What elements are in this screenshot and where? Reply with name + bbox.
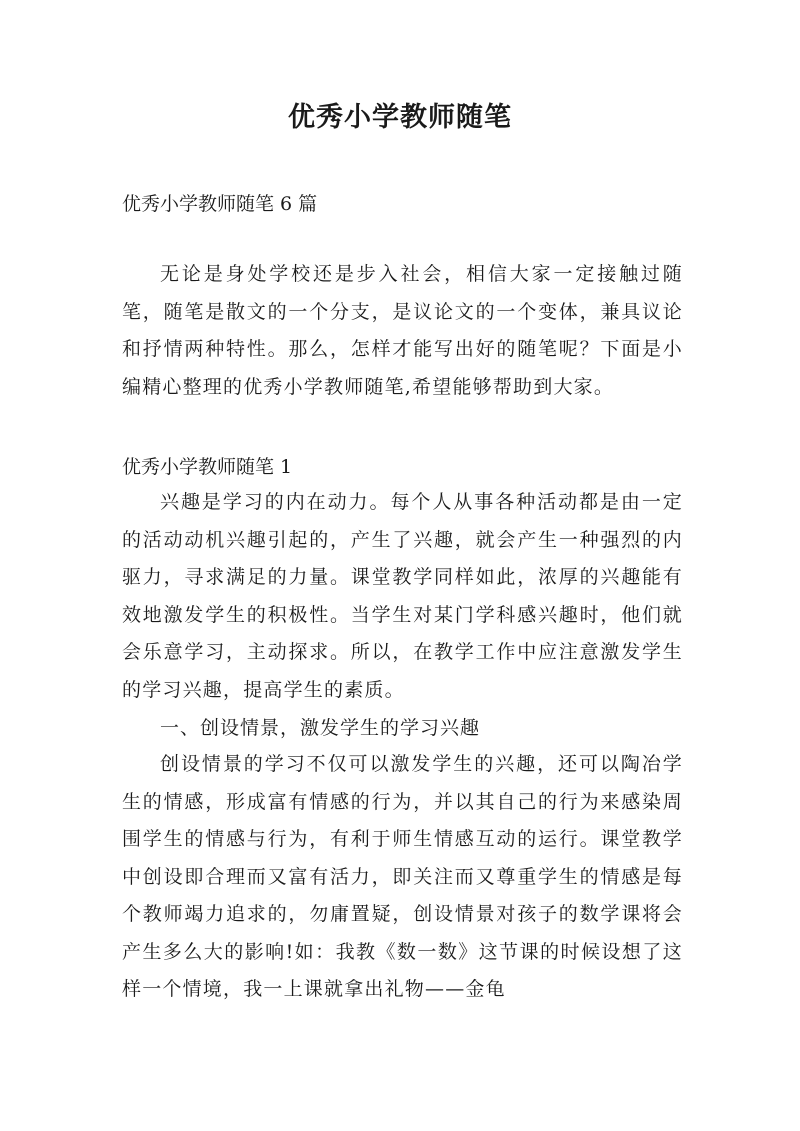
section-heading: 优秀小学教师随笔 1: [122, 456, 293, 478]
body-paragraph: 创设情景的学习不仅可以激发学生的兴趣，还可以陶冶学生的情感，形成富有情感的行为，并以其自己的行为来感染周围学生的情感与行为，有利于师生情感互动的运行。课堂教学中创设即合理而又富有活力，即关注而又尊重学生的情感是每个教师竭力追求的，勿庸置疑，创设情景对孩子的数学课将会产生多么大的影响!如：我教《数一数》这节课的时候设想了这样一个情境，我一上课就拿出礼物——金龟: [122, 753, 683, 1000]
sub-heading: 一、创设情景，激发学生的学习兴趣: [160, 717, 481, 739]
intro-paragraph: 无论是身处学校还是步入社会，相信大家一定接触过随笔，随笔是散文的一个分支，是议论文的一个变体，兼具议论和抒情两种特性。那么，怎样才能写出好的随笔呢？下面是小编精心整理的优秀小学教师随笔,希望能够帮助到大家。: [122, 263, 683, 398]
body-paragraph: 兴趣是学习的内在动力。每个人从事各种活动都是由一定的活动动机兴趣引起的，产生了兴趣，就会产生一种强烈的内驱力，寻求满足的力量。课堂教学同样如此，浓厚的兴趣能有效地激发学生的积极性。当学生对某门学科感兴趣时，他们就会乐意学习，主动探求。所以，在教学工作中应注意激发学生的学习兴趣，提高学生的素质。: [122, 491, 683, 701]
document-title: 优秀小学教师随笔: [288, 102, 512, 133]
document-subtitle: 优秀小学教师随笔 6 篇: [122, 193, 318, 215]
